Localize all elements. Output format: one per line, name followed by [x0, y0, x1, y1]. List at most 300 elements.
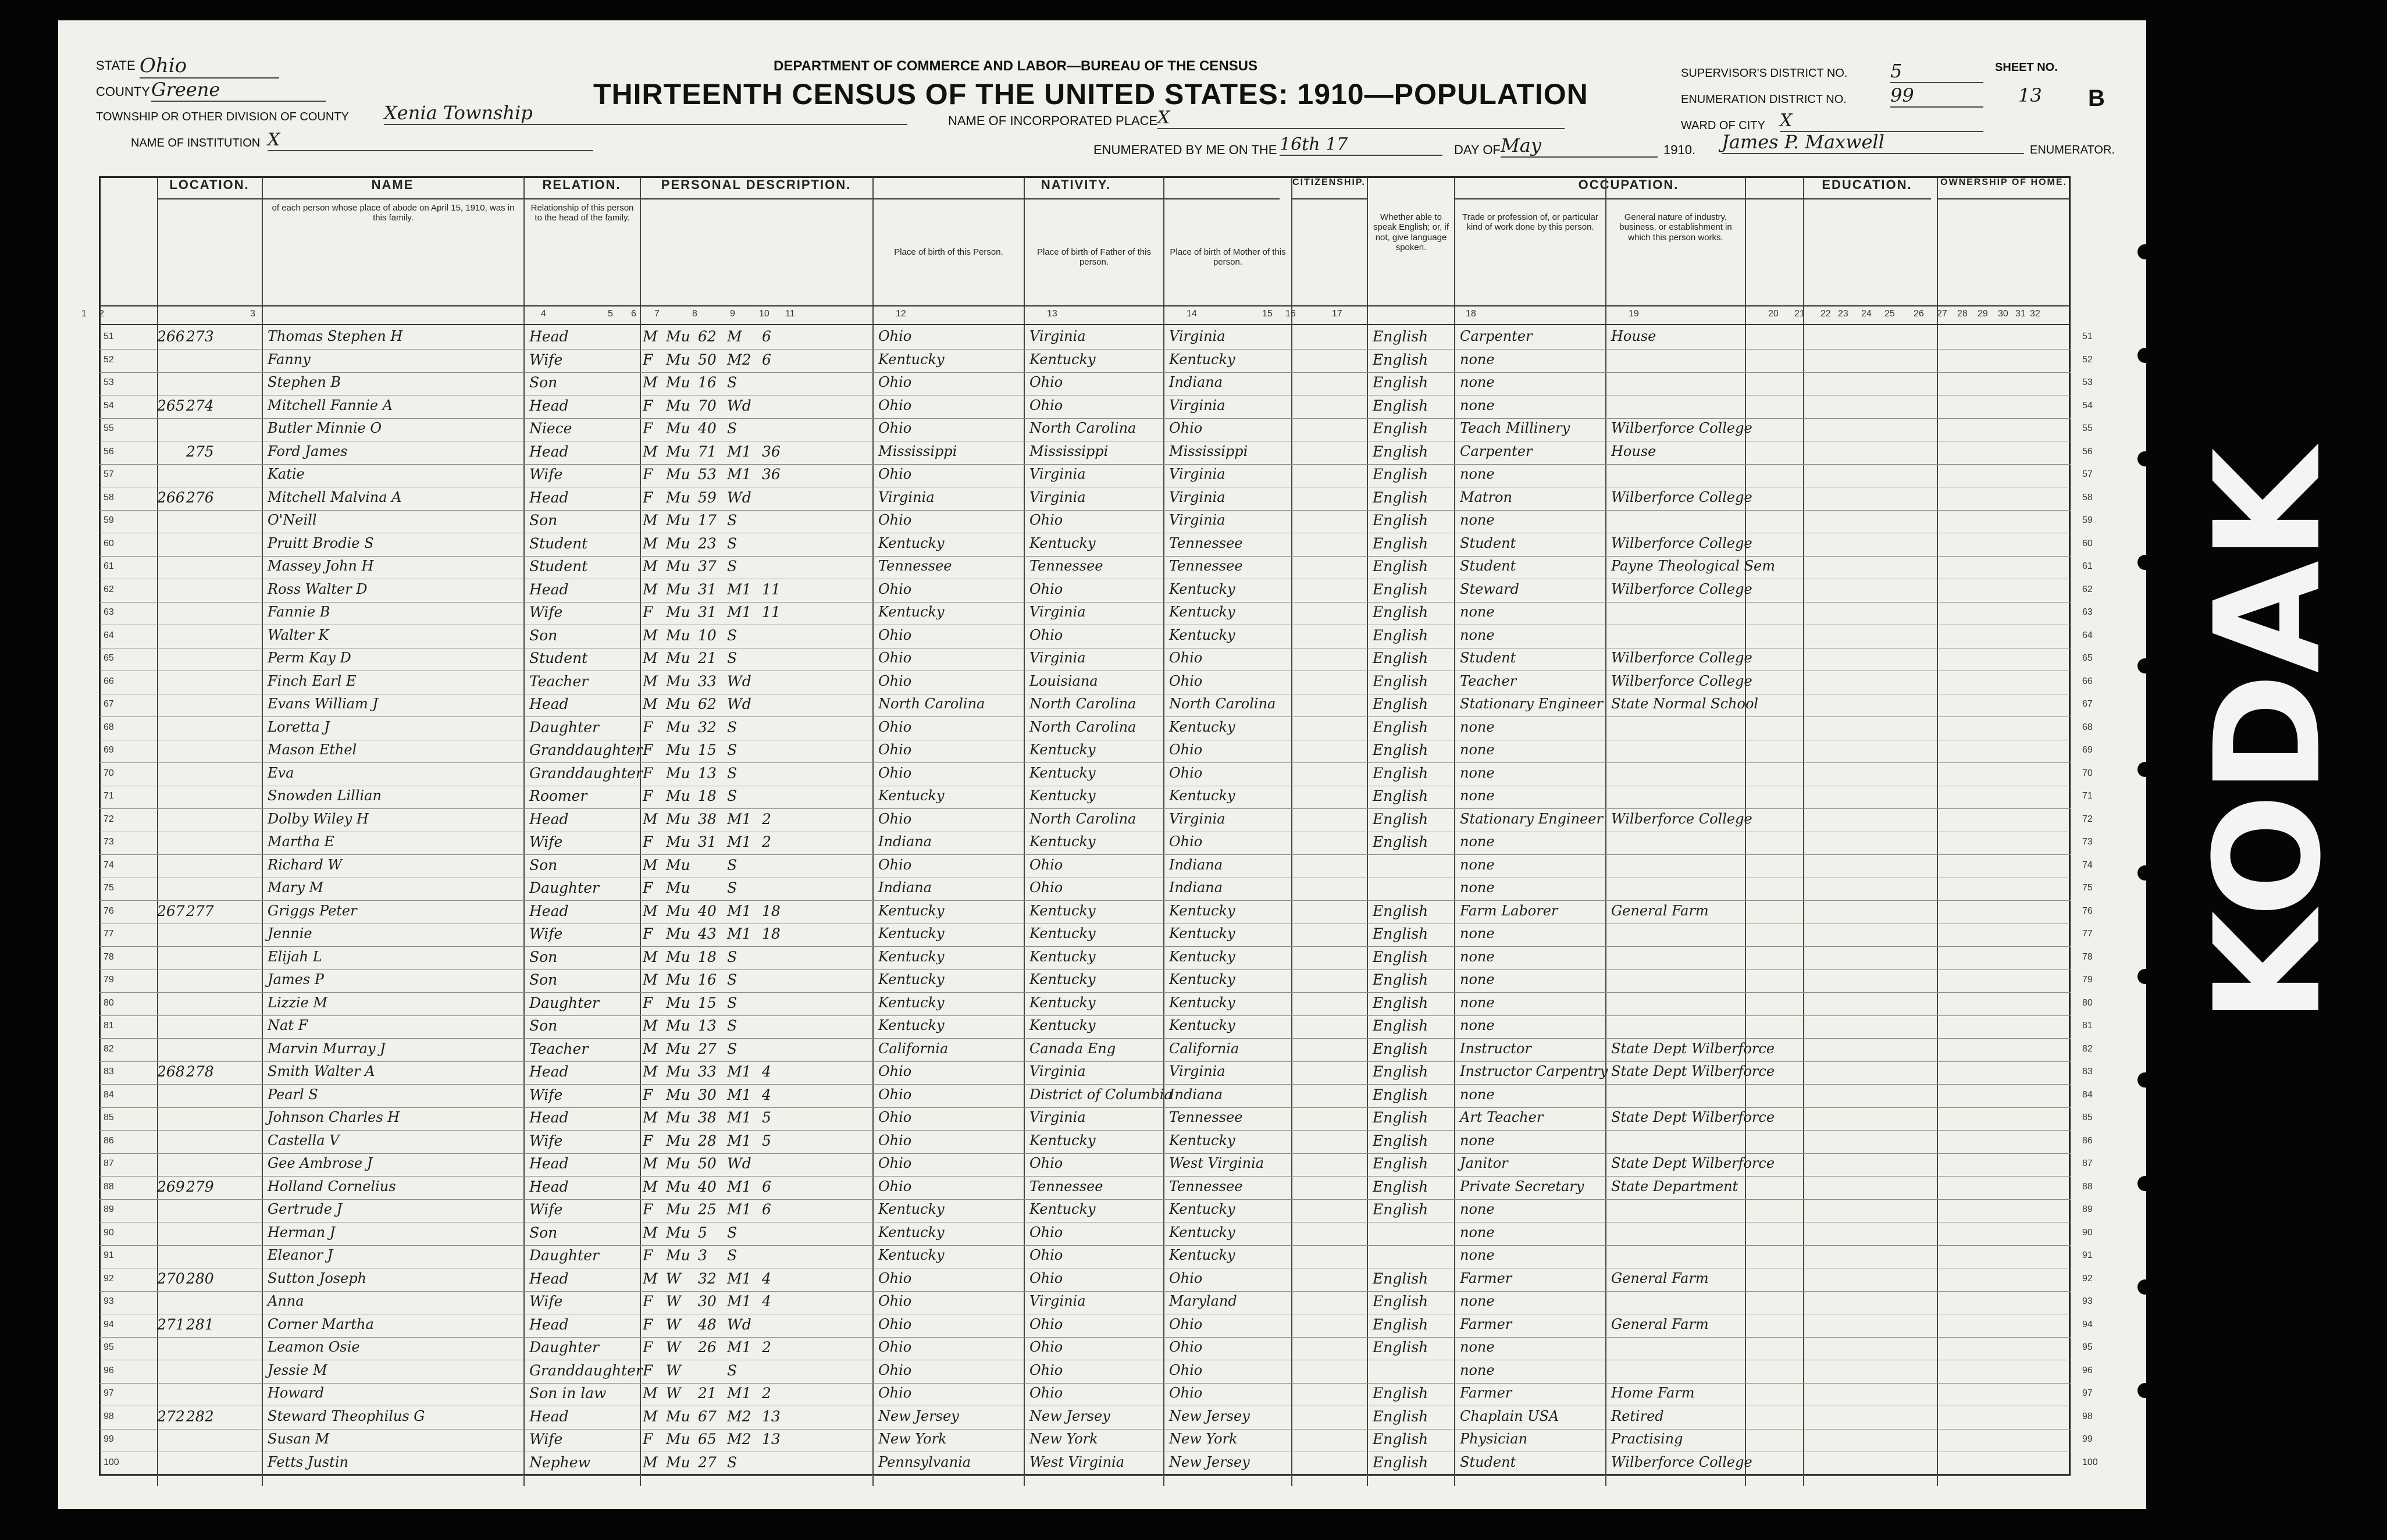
table-row	[99, 1382, 2093, 1406]
race: Mu	[666, 1040, 690, 1057]
language: English	[1373, 787, 1428, 804]
marital-status: M1	[727, 443, 751, 460]
person-name: Massey John H	[268, 558, 374, 574]
sex: M	[643, 1385, 658, 1402]
dwelling-number: 271	[157, 1316, 185, 1333]
race: Mu	[666, 1201, 690, 1218]
occupation-trade: Teach Millinery	[1460, 420, 1570, 436]
column-number: 8	[692, 309, 697, 319]
sex: M	[643, 902, 658, 919]
column-number: 24	[1861, 309, 1872, 319]
sex: M	[643, 672, 658, 690]
sprocket-hole	[2137, 1176, 2153, 1191]
line-number-right: 79	[2082, 975, 2093, 985]
institution-field	[268, 130, 593, 151]
person-name: Sutton Joseph	[268, 1270, 367, 1286]
sex: F	[643, 397, 653, 414]
header-relation: Relationship of this person to the head of the family.	[523, 177, 640, 311]
age: 13	[698, 764, 717, 782]
age: 31	[698, 604, 717, 621]
birthplace-person: Kentucky	[878, 1201, 945, 1217]
race: Mu	[666, 604, 690, 621]
birthplace-mother: Kentucky	[1169, 994, 1235, 1011]
birthplace-father: Kentucky	[1029, 351, 1096, 368]
marital-status: S	[727, 1040, 738, 1057]
sex: F	[643, 1339, 653, 1356]
sex: M	[643, 1453, 658, 1471]
relation: Wife	[529, 925, 563, 942]
column-number: 16	[1285, 309, 1296, 319]
sex: M	[643, 1407, 658, 1425]
line-number: 51	[104, 331, 114, 341]
birthplace-person: Ohio	[878, 626, 912, 643]
relation: Wife	[529, 1293, 563, 1310]
person-name: Mary M	[268, 879, 324, 896]
sprocket-hole	[2137, 1279, 2153, 1295]
age: 62	[698, 328, 717, 345]
day-of-label: DAY OF	[1454, 142, 1501, 157]
table-row	[99, 831, 2093, 855]
birthplace-mother: Kentucky	[1169, 1224, 1235, 1240]
relation: Wife	[529, 351, 563, 368]
race: Mu	[666, 650, 690, 666]
line-number: 91	[104, 1250, 114, 1260]
occupation-industry: Wilberforce College	[1611, 810, 1752, 827]
sex: F	[643, 1086, 653, 1103]
occupation-trade: none	[1460, 374, 1495, 390]
occupation-trade: none	[1460, 856, 1495, 873]
table-row	[99, 900, 2093, 924]
birthplace-person: Kentucky	[878, 1224, 945, 1240]
years-married: 5	[762, 1132, 771, 1149]
birthplace-mother: Ohio	[1169, 833, 1203, 850]
sex: M	[643, 650, 658, 666]
line-number-right: 86	[2082, 1135, 2093, 1146]
language: English	[1373, 1086, 1428, 1103]
occupation-trade: none	[1460, 925, 1495, 942]
family-number: 279	[186, 1178, 214, 1195]
occupation-industry: Payne Theological Sem	[1611, 558, 1775, 574]
person-name: Elijah L	[268, 948, 322, 965]
family-number: 274	[186, 397, 214, 414]
birthplace-mother: Ohio	[1169, 420, 1203, 436]
table-row	[99, 716, 2093, 740]
person-name: Corner Martha	[268, 1316, 374, 1332]
line-number: 72	[104, 814, 114, 824]
marital-status: M1	[727, 833, 751, 850]
age: 27	[698, 1040, 717, 1057]
birthplace-father: Tennessee	[1029, 558, 1103, 574]
birthplace-person: Ohio	[878, 1063, 912, 1079]
birthplace-mother: Virginia	[1169, 1063, 1225, 1079]
marital-status: S	[727, 1247, 738, 1264]
year-label: 1910.	[1663, 142, 1696, 157]
age: 67	[698, 1407, 717, 1425]
line-number: 76	[104, 906, 114, 916]
race: Mu	[666, 1132, 690, 1149]
month-value: May	[1501, 134, 1541, 156]
dwelling-number: 268	[157, 1063, 185, 1080]
line-number: 80	[104, 997, 114, 1008]
relation: Wife	[529, 1086, 563, 1103]
marital-status: M	[727, 328, 742, 345]
race: Mu	[666, 512, 690, 529]
person-name: Marvin Murray J	[268, 1040, 386, 1057]
sex: M	[643, 580, 658, 598]
race: Mu	[666, 764, 690, 782]
sheet-label: SHEET NO.	[1995, 61, 2058, 74]
person-name: Perm Kay D	[268, 650, 351, 666]
table-row	[99, 992, 2093, 1016]
birthplace-father: Ohio	[1029, 374, 1063, 390]
column-number-strip	[81, 305, 2071, 325]
occupation-trade: none	[1460, 742, 1495, 758]
occupation-industry: Wilberforce College	[1611, 489, 1752, 505]
person-name: Smith Walter A	[268, 1063, 375, 1079]
relation: Son	[529, 1017, 558, 1034]
table-row	[99, 1222, 2093, 1246]
age: 65	[698, 1431, 717, 1448]
table-row	[99, 1336, 2093, 1360]
relation: Teacher	[529, 672, 589, 690]
sex: M	[643, 1040, 658, 1057]
supervisor-field	[1890, 60, 1983, 83]
person-name: Mitchell Fannie A	[268, 397, 393, 413]
sex: F	[643, 1431, 653, 1448]
column-number: 10	[759, 309, 769, 319]
marital-status: S	[727, 879, 738, 896]
line-number: 88	[104, 1181, 114, 1192]
marital-status: S	[727, 856, 738, 874]
relation: Head	[529, 1063, 569, 1080]
age: 40	[698, 420, 717, 437]
years-married: 18	[762, 902, 781, 919]
line-number-right: 62	[2082, 584, 2093, 594]
birthplace-person: Ohio	[878, 856, 912, 873]
enumerated-label: ENUMERATED BY ME ON THE	[1093, 142, 1277, 157]
person-name: O'Neill	[268, 512, 317, 528]
marital-status: Wd	[727, 489, 751, 506]
line-number: 97	[104, 1388, 114, 1398]
marital-status: S	[727, 787, 738, 804]
kodak-watermark	[2169, 314, 2367, 1152]
table-row	[99, 395, 2093, 419]
occupation-trade: none	[1460, 948, 1495, 965]
birthplace-father: Kentucky	[1029, 1017, 1096, 1033]
age: 33	[698, 1063, 717, 1080]
marital-status: Wd	[727, 1316, 751, 1333]
relation: Son	[529, 374, 558, 391]
person-name: Eva	[268, 764, 294, 781]
race: Mu	[666, 833, 690, 850]
line-number-right: 52	[2082, 354, 2093, 365]
line-number-right: 94	[2082, 1319, 2093, 1329]
sex: M	[643, 1178, 658, 1195]
column-number: 30	[1998, 309, 2008, 319]
dwelling-number: 270	[157, 1270, 185, 1287]
line-number: 56	[104, 446, 114, 457]
birthplace-father: Kentucky	[1029, 742, 1096, 758]
table-row	[99, 647, 2093, 671]
person-name: Castella V	[268, 1132, 340, 1149]
department-line: DEPARTMENT OF COMMERCE AND LABOR—BUREAU OF THE CENSUS	[774, 58, 1257, 74]
birthplace-mother: Kentucky	[1169, 1132, 1235, 1149]
age: 31	[698, 833, 717, 850]
sex: M	[643, 971, 658, 988]
line-number: 77	[104, 929, 114, 939]
occupation-trade: Student	[1460, 650, 1516, 666]
township-value: Xenia Township	[384, 102, 533, 124]
line-number-right: 99	[2082, 1434, 2093, 1444]
table-row	[99, 418, 2093, 441]
race: Mu	[666, 374, 690, 391]
race: Mu	[666, 443, 690, 460]
table-row	[99, 693, 2093, 717]
birthplace-mother: California	[1169, 1040, 1239, 1057]
language: English	[1373, 833, 1428, 850]
line-number: 81	[104, 1021, 114, 1031]
sex: M	[643, 512, 658, 529]
age: 38	[698, 1109, 717, 1126]
years-married: 6	[762, 1178, 771, 1195]
occupation-industry: General Farm	[1611, 902, 1709, 919]
birthplace-mother: West Virginia	[1169, 1155, 1264, 1171]
sex: F	[643, 489, 653, 506]
enumeration-value: 99	[1890, 84, 1914, 106]
marital-status: M2	[727, 1431, 751, 1448]
table-row	[99, 601, 2093, 625]
person-name: Leamon Osie	[268, 1339, 360, 1355]
line-number: 69	[104, 745, 114, 755]
age: 27	[698, 1453, 717, 1471]
ward-field	[1780, 110, 1983, 132]
birthplace-father: North Carolina	[1029, 810, 1137, 827]
line-number: 79	[104, 975, 114, 985]
age: 10	[698, 626, 717, 644]
race: Mu	[666, 351, 690, 368]
birthplace-person: Ohio	[878, 1178, 912, 1195]
occupation-trade: none	[1460, 604, 1495, 620]
language: English	[1373, 351, 1428, 368]
language: English	[1373, 604, 1428, 621]
birthplace-person: North Carolina	[878, 696, 985, 712]
race: Mu	[666, 787, 690, 804]
birthplace-mother: Tennessee	[1169, 1109, 1243, 1125]
group-occupation: OCCUPATION.	[1454, 177, 1803, 199]
person-name: Fanny	[268, 351, 311, 368]
line-number-right: 56	[2082, 446, 2093, 457]
line-number-right: 68	[2082, 722, 2093, 732]
race: Mu	[666, 489, 690, 506]
sprocket-hole	[2137, 555, 2153, 570]
family-number: 280	[186, 1270, 214, 1287]
age: 50	[698, 1155, 717, 1172]
race: Mu	[666, 1407, 690, 1425]
birthplace-father: Virginia	[1029, 1063, 1086, 1079]
relation: Head	[529, 1155, 569, 1172]
race: W	[666, 1339, 681, 1356]
enumeration-field	[1890, 84, 1983, 108]
table-row	[99, 1061, 2093, 1085]
race: Mu	[666, 466, 690, 483]
person-name: Jennie	[268, 925, 312, 942]
supervisor-value: 5	[1890, 60, 1903, 82]
occupation-industry: House	[1611, 328, 1656, 344]
birthplace-person: Kentucky	[878, 1017, 945, 1033]
occupation-industry: Practising	[1611, 1431, 1683, 1447]
line-number: 99	[104, 1434, 114, 1444]
supervisor-label: SUPERVISOR'S DISTRICT NO.	[1681, 67, 1848, 80]
table-row	[99, 1428, 2093, 1452]
birthplace-person: Ohio	[878, 328, 912, 344]
birthplace-mother: Kentucky	[1169, 1247, 1235, 1263]
relation: Wife	[529, 833, 563, 850]
line-number-right: 63	[2082, 607, 2093, 617]
line-number: 61	[104, 561, 114, 571]
birthplace-person: Ohio	[878, 718, 912, 735]
language: English	[1373, 374, 1428, 391]
person-name: Susan M	[268, 1431, 330, 1447]
line-number-right: 59	[2082, 515, 2093, 525]
person-name: Katie	[268, 466, 305, 482]
sex: F	[643, 351, 653, 368]
birthplace-mother: Tennessee	[1169, 534, 1243, 551]
race: Mu	[666, 1155, 690, 1172]
relation: Head	[529, 1270, 569, 1287]
column-number: 23	[1838, 309, 1848, 319]
sex: M	[643, 1224, 658, 1241]
birthplace-mother: Virginia	[1169, 328, 1225, 344]
occupation-trade: Farmer	[1460, 1385, 1512, 1401]
person-name: Johnson Charles H	[268, 1109, 400, 1125]
table-row	[99, 579, 2093, 603]
person-name: Stephen B	[268, 374, 341, 390]
relation: Daughter	[529, 1339, 599, 1356]
relation: Student	[529, 534, 588, 552]
table-row	[99, 1314, 2093, 1338]
language: English	[1373, 948, 1428, 965]
occupation-trade: Chaplain USA	[1460, 1407, 1559, 1424]
birthplace-father: New York	[1029, 1431, 1098, 1447]
column-number: 13	[1047, 309, 1057, 319]
birthplace-father: Kentucky	[1029, 764, 1096, 781]
birthplace-person: Kentucky	[878, 971, 945, 988]
table-row	[99, 1107, 2093, 1131]
relation: Daughter	[529, 879, 599, 896]
birthplace-mother: Kentucky	[1169, 626, 1235, 643]
years-married: 6	[762, 1201, 771, 1218]
line-number-right: 91	[2082, 1250, 2093, 1260]
header-birth-father: Place of birth of Father of this person.	[1024, 177, 1163, 311]
birthplace-mother: Ohio	[1169, 1361, 1203, 1378]
age: 25	[698, 1201, 717, 1218]
birthplace-person: Kentucky	[878, 351, 945, 368]
enumerated-days: 16th 17	[1280, 134, 1348, 155]
age: 59	[698, 489, 717, 506]
birthplace-mother: Kentucky	[1169, 580, 1235, 597]
years-married: 4	[762, 1270, 771, 1287]
table-row	[99, 1291, 2093, 1314]
birthplace-mother: Ohio	[1169, 742, 1203, 758]
birthplace-father: Louisiana	[1029, 672, 1098, 689]
county-value: Greene	[151, 79, 220, 101]
relation: Son	[529, 856, 558, 874]
birthplace-father: Ohio	[1029, 1155, 1063, 1171]
occupation-trade: none	[1460, 718, 1495, 735]
person-name: Dolby Wiley H	[268, 810, 369, 827]
race: Mu	[666, 397, 690, 414]
birthplace-mother: Kentucky	[1169, 902, 1235, 919]
sheet-value: 13	[2018, 84, 2042, 106]
line-number-right: 57	[2082, 469, 2093, 479]
line-number: 53	[104, 377, 114, 387]
line-number: 55	[104, 423, 114, 433]
line-number: 93	[104, 1296, 114, 1306]
birthplace-person: Kentucky	[878, 925, 945, 942]
race: Mu	[666, 1017, 690, 1034]
race: Mu	[666, 994, 690, 1011]
birthplace-father: Virginia	[1029, 650, 1086, 666]
marital-status: S	[727, 650, 738, 666]
sex: M	[643, 810, 658, 828]
occupation-industry: State Department	[1611, 1178, 1738, 1195]
birthplace-father: Kentucky	[1029, 833, 1096, 850]
language: English	[1373, 1040, 1428, 1057]
marital-status: M1	[727, 925, 751, 942]
birthplace-person: Ohio	[878, 764, 912, 781]
occupation-trade: none	[1460, 1361, 1495, 1378]
line-number-right: 81	[2082, 1021, 2093, 1031]
age: 71	[698, 443, 717, 460]
line-number-right: 71	[2082, 791, 2093, 801]
marital-status: M1	[727, 1086, 751, 1103]
column-number: 9	[730, 309, 735, 319]
occupation-trade: none	[1460, 833, 1495, 850]
occupation-trade: none	[1460, 1132, 1495, 1149]
person-name: Fetts Justin	[268, 1453, 348, 1470]
table-row	[99, 533, 2093, 557]
occupation-industry: State Dept Wilberforce	[1611, 1063, 1775, 1079]
group-ownership: OWNERSHIP OF HOME.	[1937, 177, 2071, 199]
occupation-trade: Carpenter	[1460, 443, 1533, 459]
table-row	[99, 1038, 2093, 1062]
birthplace-person: Kentucky	[878, 948, 945, 965]
occupation-industry: House	[1611, 443, 1656, 459]
birthplace-mother: Indiana	[1169, 856, 1223, 873]
birthplace-father: North Carolina	[1029, 420, 1137, 436]
line-number-right: 54	[2082, 400, 2093, 411]
years-married: 13	[762, 1407, 781, 1425]
age: 15	[698, 742, 717, 758]
sex: M	[643, 948, 658, 965]
language: English	[1373, 810, 1428, 828]
line-number-right: 90	[2082, 1227, 2093, 1238]
birthplace-mother: Virginia	[1169, 397, 1225, 413]
group-personal: PERSONAL DESCRIPTION.	[640, 177, 872, 199]
language: English	[1373, 512, 1428, 529]
language: English	[1373, 1132, 1428, 1149]
sex: F	[643, 879, 653, 896]
race: Mu	[666, 558, 690, 575]
marital-status: S	[727, 1017, 738, 1034]
line-number-right: 80	[2082, 997, 2093, 1008]
sex: F	[643, 787, 653, 804]
birthplace-father: West Virginia	[1029, 1453, 1125, 1470]
occupation-trade: Student	[1460, 1453, 1516, 1470]
occupation-industry: State Dept Wilberforce	[1611, 1155, 1775, 1171]
birthplace-person: Ohio	[878, 650, 912, 666]
table-row	[99, 785, 2093, 809]
